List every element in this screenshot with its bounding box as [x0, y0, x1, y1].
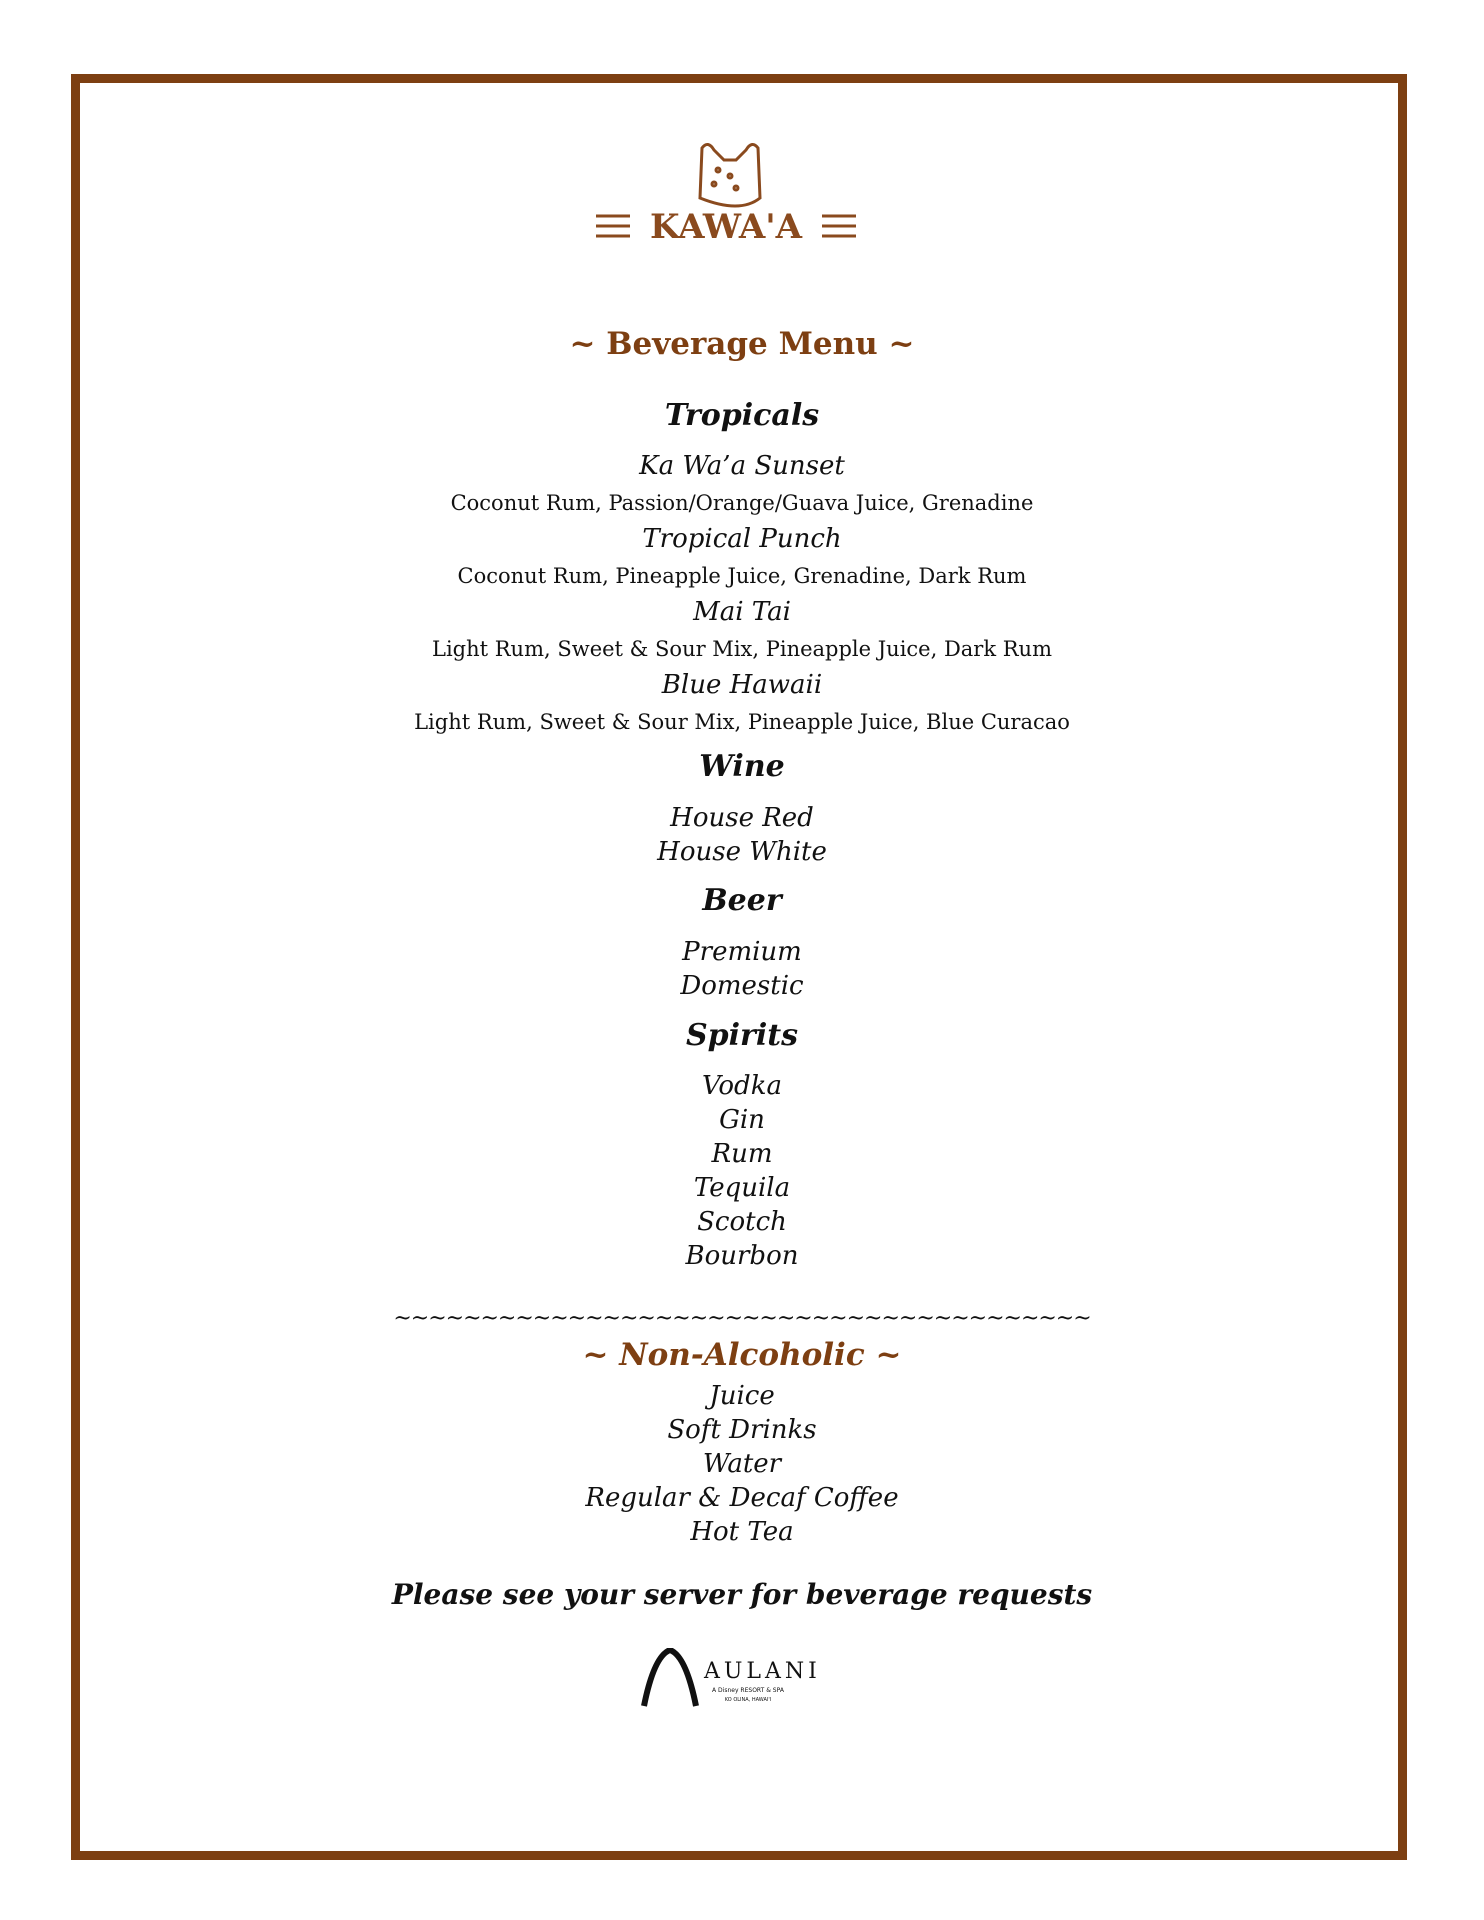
list-item: Rum — [711, 1139, 773, 1169]
list-item: Scotch — [697, 1207, 787, 1237]
wine-list — [0, 801, 1484, 869]
aulani-location: KO OLINA, HAWAI'I — [724, 1697, 772, 1703]
list-item: Tequila — [693, 1173, 791, 1203]
aulani-logo — [640, 1648, 850, 1708]
list-item: Regular & Decaf Coffee — [585, 1483, 899, 1513]
drink-description: Coconut Rum, Pineapple Juice, Grenadine, Dark Rum — [457, 564, 1027, 588]
drink-description: Coconut Rum, Passion/Orange/Guava Juice, Grenadine — [450, 491, 1034, 515]
menu-title: ~ Beverage Menu ~ — [569, 326, 915, 362]
drink-description: Light Rum, Sweet & Sour Mix, Pineapple Juice, Blue Curacao — [414, 710, 1070, 734]
drink-name: Ka Wa’a Sunset — [639, 451, 845, 481]
section-heading-non-alcoholic: ~ Non-Alcoholic ~ — [582, 1337, 902, 1373]
section-heading-tropicals: Tropicals — [664, 398, 820, 433]
section-heading-spirits: Spirits — [686, 1018, 798, 1053]
section-heading-beer: Beer — [702, 883, 782, 918]
spirits-list — [0, 1069, 1484, 1273]
footer-note: Please see your server for beverage requests — [391, 1578, 1093, 1611]
aulani-subtitle: A Disney RESORT & SPA — [712, 1687, 784, 1694]
list-item: Juice — [709, 1381, 775, 1411]
drink-name: Mai Tai — [693, 597, 791, 627]
list-item: Bourbon — [685, 1241, 799, 1271]
tilde-divider: ~~~~~~~~~~~~~~~~~~~~~~~~~~~~~~~~~~~~~~~~ — [393, 1306, 1091, 1331]
logo-text: KAWA'A — [649, 207, 803, 247]
list-item: Soft Drinks — [667, 1415, 817, 1445]
list-item: Gin — [719, 1105, 765, 1135]
list-item: House Red — [670, 803, 814, 833]
drink-description: Light Rum, Sweet & Sour Mix, Pineapple Juice, Dark Rum — [432, 637, 1052, 661]
list-item: Hot Tea — [690, 1517, 794, 1547]
non-alcoholic-list — [0, 1379, 1484, 1549]
drink-name: Blue Hawaii — [661, 670, 823, 700]
section-heading-wine: Wine — [699, 749, 785, 784]
list-item: Water — [702, 1449, 782, 1479]
list-item: Premium — [682, 937, 802, 967]
list-item: Domestic — [680, 971, 804, 1001]
list-item: Vodka — [702, 1071, 782, 1101]
drink-name: Tropical Punch — [642, 524, 842, 554]
arch-icon — [644, 1650, 696, 1706]
kawaa-logo — [590, 140, 860, 260]
aulani-brand: AULANI — [704, 1659, 821, 1684]
list-item: House White — [657, 837, 827, 867]
beer-list — [0, 935, 1484, 1003]
